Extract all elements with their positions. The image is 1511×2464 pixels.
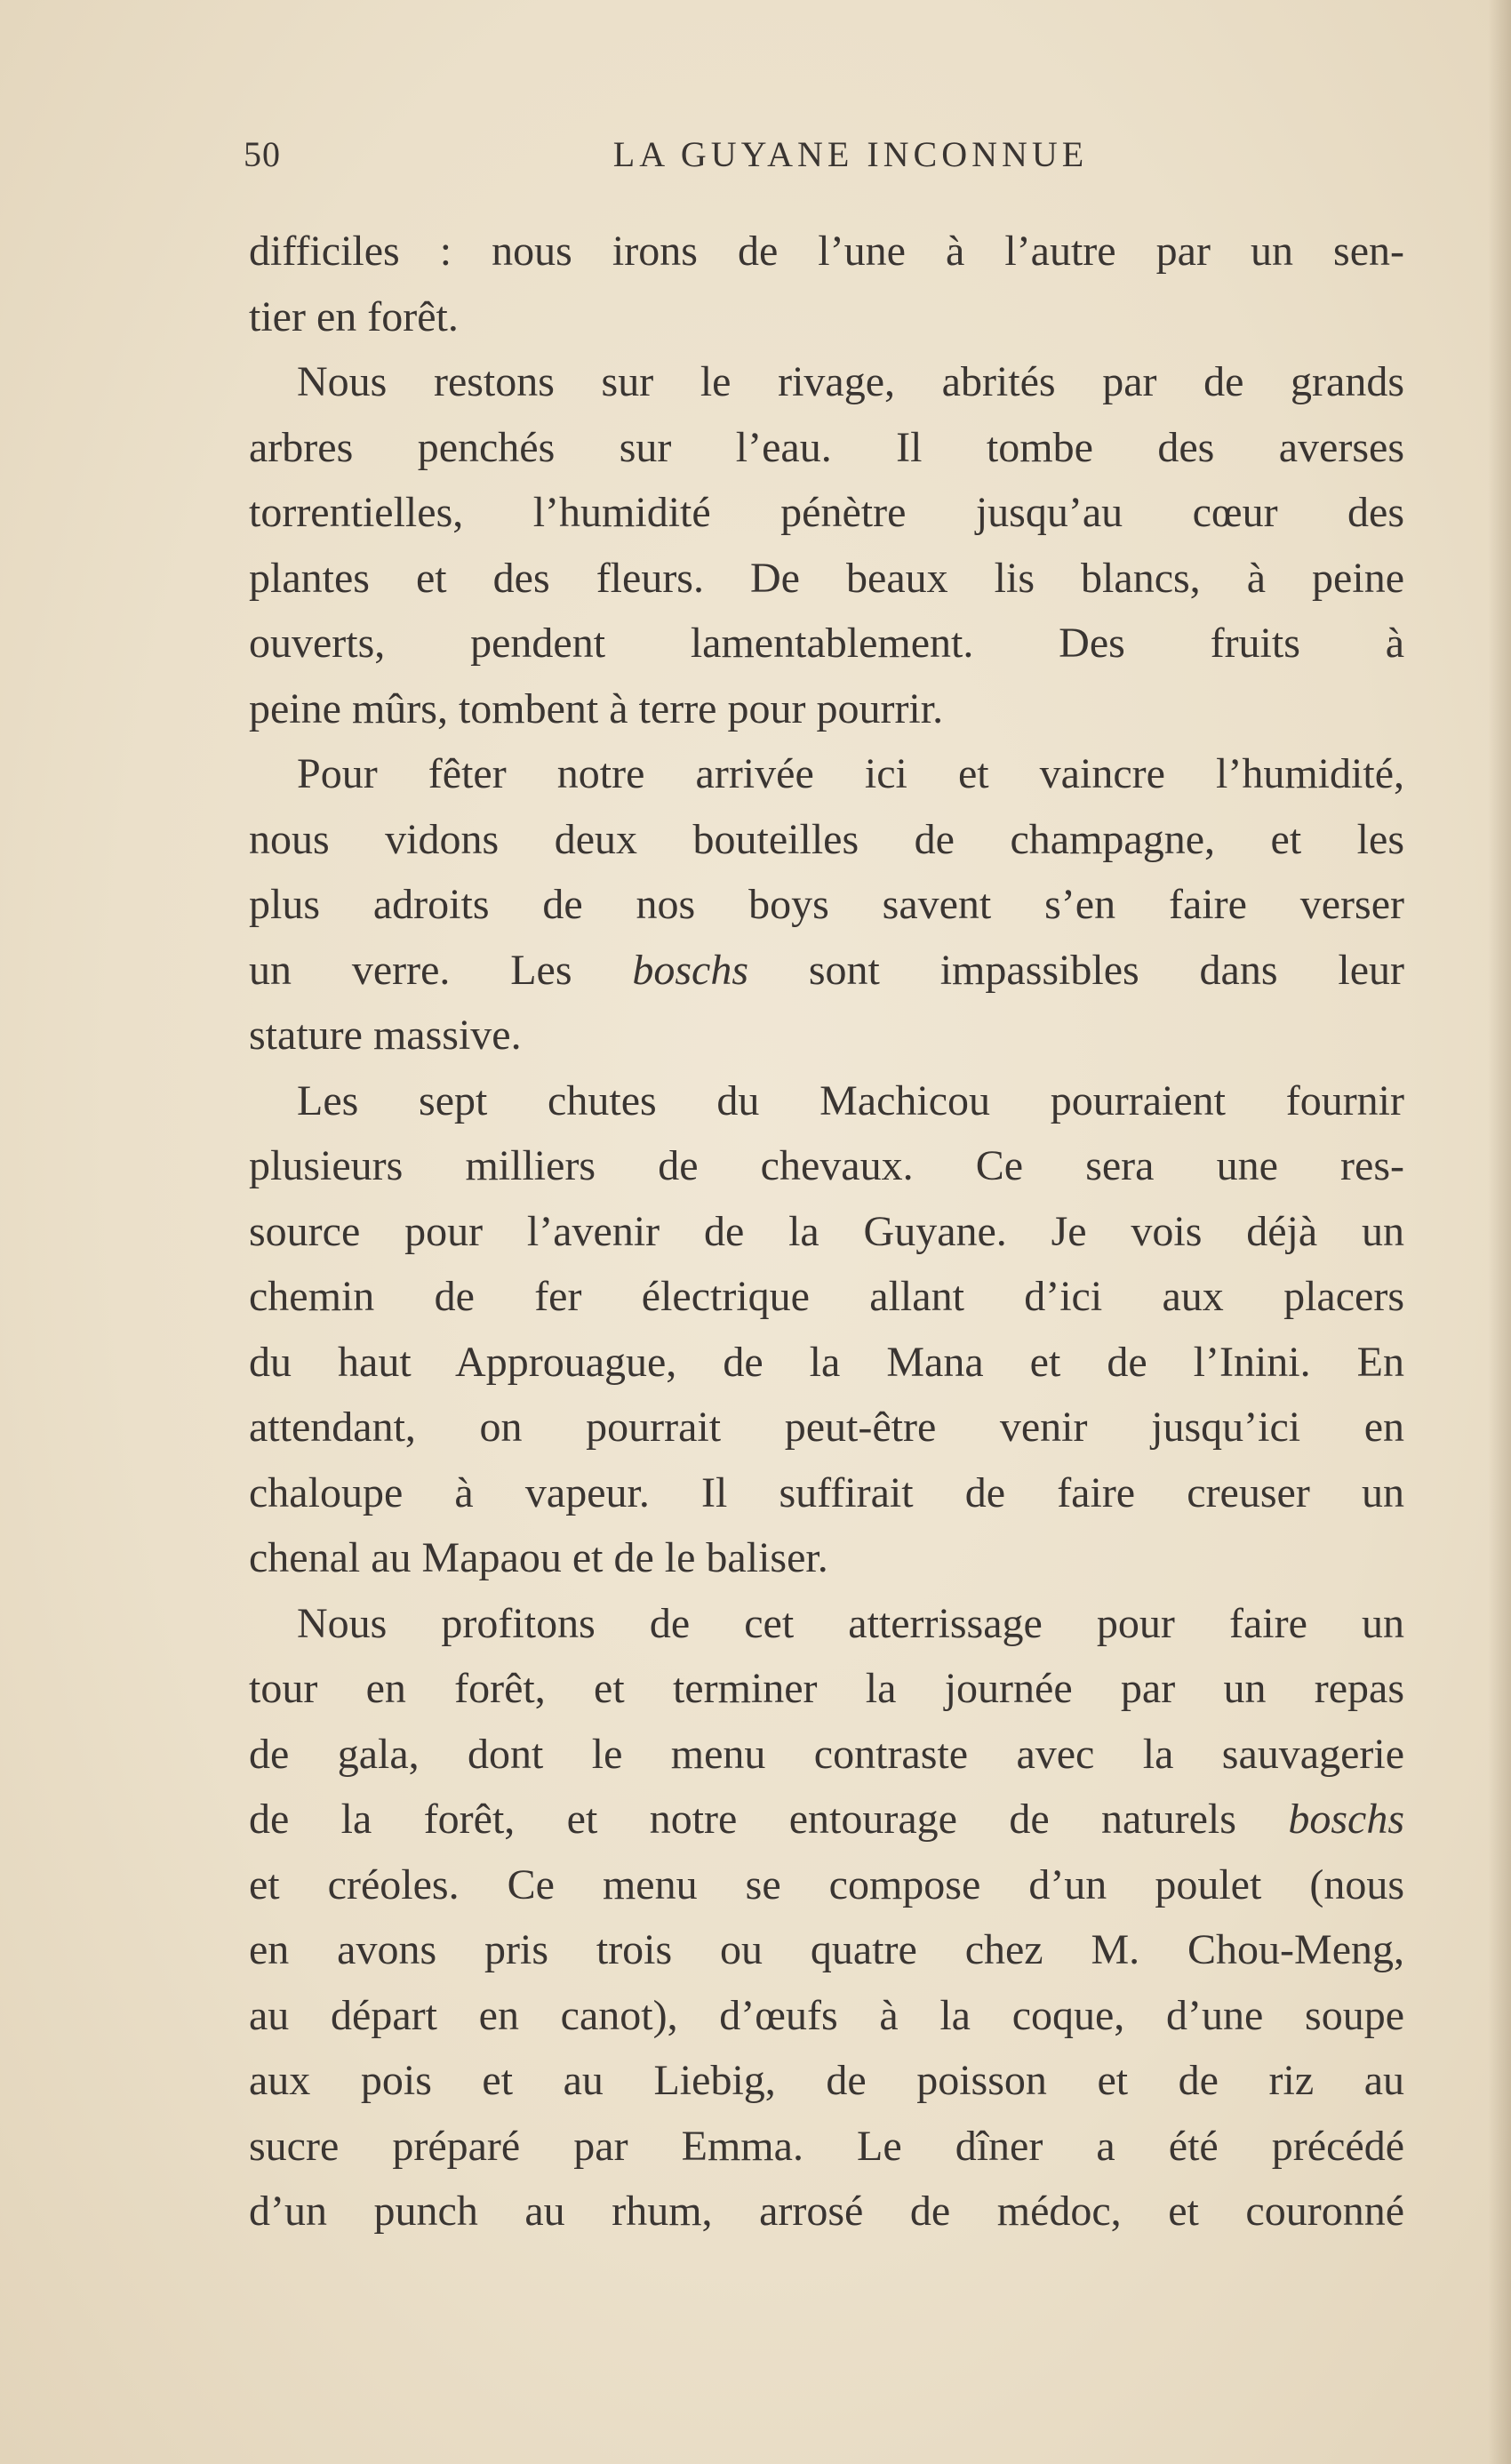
- text-line: Les sept chutes du Machicou pourraient fournir: [297, 1076, 1404, 1124]
- text-line: [249, 938, 1404, 1004]
- text-segment: un verre. Les: [249, 946, 633, 994]
- text-line: et créoles. Ce menu se compose d’un poulet (nous: [249, 1860, 1404, 1908]
- text-line: nous vidons deux bouteilles de champagne, et les: [249, 815, 1404, 863]
- text-line: plantes et des fleurs. De beaux lis blancs, à peine: [249, 554, 1404, 602]
- italic-word: boschs: [1288, 1796, 1404, 1843]
- text-line: chaloupe à vapeur. Il suffirait de faire creuser un: [249, 1468, 1404, 1516]
- text-line: d’un punch au rhum, arrosé de médoc, et couronné: [249, 2188, 1404, 2235]
- text-line: de gala, dont le menu contraste avec la sauvagerie: [249, 1730, 1404, 1778]
- italic-word: boschs: [632, 946, 749, 994]
- page-number: 50: [244, 134, 281, 174]
- text-line: plus adroits de nos boys savent s’en faire verser: [249, 881, 1404, 928]
- text-line: stature massive.: [249, 1012, 522, 1059]
- text-line: en avons pris trois ou quatre chez M. Chou-Meng,: [249, 1926, 1404, 1973]
- text-line: tour en forêt, et terminer la journée par un repas: [249, 1665, 1404, 1712]
- text-line: attendant, on pourrait peut-être venir jusqu’ici en: [249, 1404, 1404, 1451]
- running-title: LA GUYANE INCONNUE: [612, 134, 1089, 174]
- text-segment: sont impassibles dans leur: [748, 946, 1404, 994]
- body-text: [249, 219, 1404, 2244]
- text-line: arbres penchés sur l’eau. Il tombe des averses: [249, 423, 1404, 471]
- text-line: peine mûrs, tombent à terre pour pourrir.: [249, 684, 944, 732]
- text-line: torrentielles, l’humidité pénètre jusqu’au cœur des: [249, 489, 1404, 536]
- text-line: Nous restons sur le rivage, abrités par de grands: [297, 358, 1404, 405]
- text-line: Pour fêter notre arrivée ici et vaincre l’humidité,: [297, 750, 1404, 797]
- text-line: plusieurs milliers de chevaux. Ce sera une res-: [249, 1142, 1404, 1189]
- text-line: [249, 1787, 1404, 1852]
- page-edge-shadow: [1488, 0, 1511, 2464]
- text-line: sucre préparé par Emma. Le dîner a été précédé: [249, 2122, 1404, 2170]
- text-line: Nous profitons de cet atterrissage pour faire un: [297, 1599, 1404, 1647]
- text-line: difficiles : nous irons de l’une à l’autre par un sen-: [249, 228, 1404, 275]
- text-line: chemin de fer électrique allant d’ici aux placers: [249, 1273, 1404, 1320]
- text-line: source pour l’avenir de la Guyane. Je vois déjà un: [249, 1207, 1404, 1255]
- text-line: aux pois et au Liebig, de poisson et de riz au: [249, 2057, 1404, 2104]
- page-header: [244, 133, 1404, 187]
- text-line: au départ en canot), d’œufs à la coque, d’une soupe: [249, 1991, 1404, 2039]
- text-line: tier en forêt.: [249, 292, 459, 340]
- text-segment: de la forêt, et notre entourage de naturels: [249, 1796, 1289, 1843]
- text-line: du haut Approuague, de la Mana et de l’Inini. En: [249, 1338, 1404, 1386]
- text-line: chenal au Mapaou et de le baliser.: [249, 1534, 828, 1581]
- text-line: ouverts, pendent lamentablement. Des fruits à: [249, 620, 1404, 667]
